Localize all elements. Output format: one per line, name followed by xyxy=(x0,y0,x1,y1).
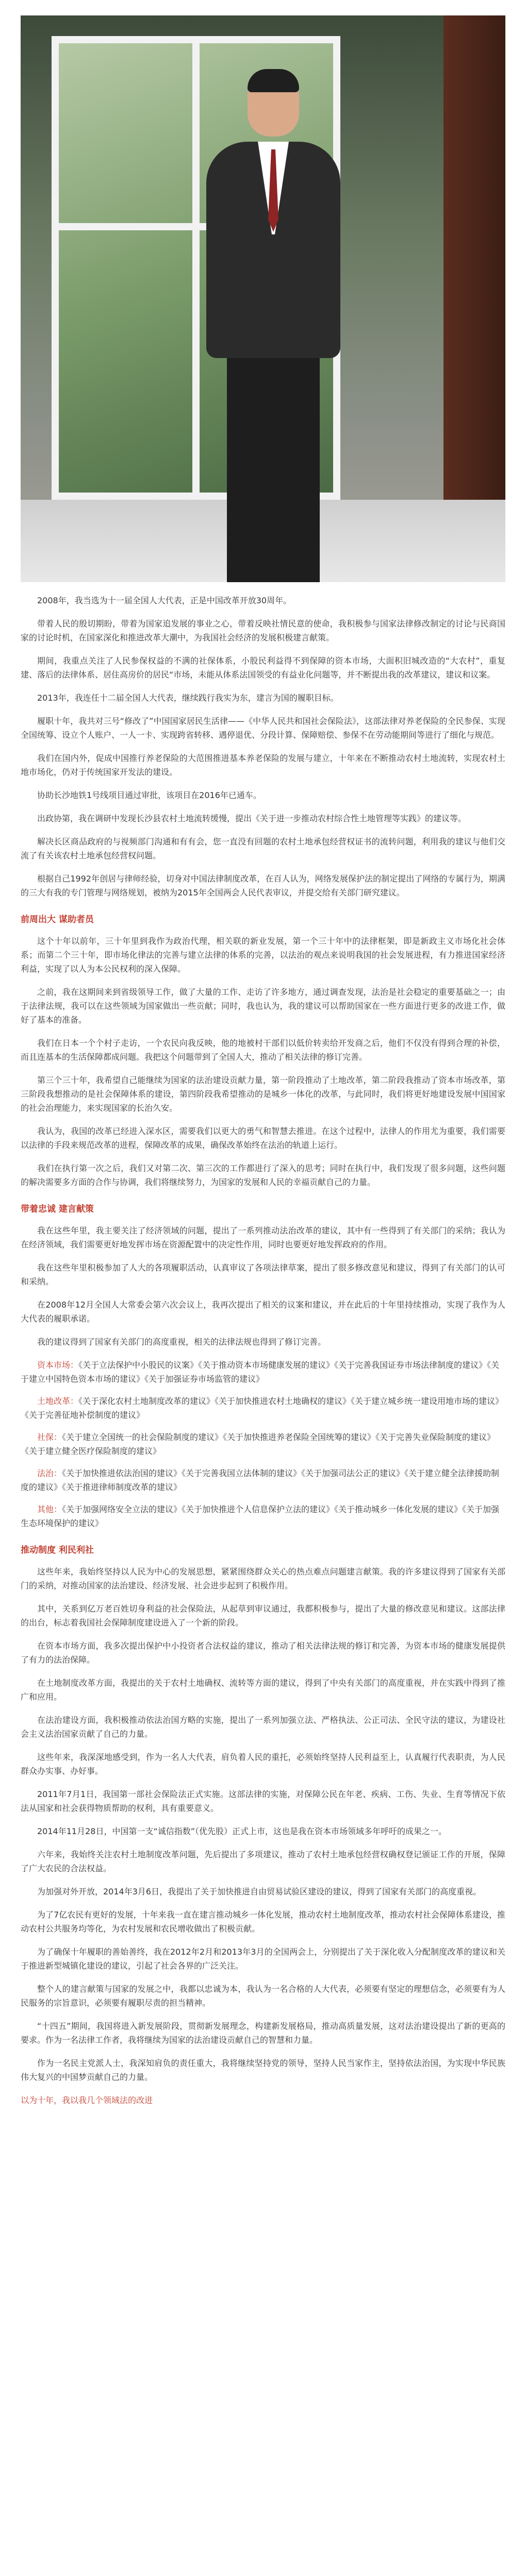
paragraph: 为了确保十年履职的善始善终，我在2012年2月和2013年3月的全国两会上，分别提出了关于深化收入分配制度改革的建议和关于推进新型城镇化建设的建议，引起了社会各界的广泛关注。 xyxy=(21,1947,505,1971)
paragraph: 这个十年以前年，三十年里到我作为政治代理，相关联的新业发展，第一个三十年中的法律框架，即是新政主义市场化社会体系；而第二个三十年，即市场化律法的完善与建立法律的体系的完善，以法治的观点来说明我国的社会发展进程，有力推进国家经济利益，实现了以人为本公民权利的深入保障。 xyxy=(21,936,505,974)
section-heading: 带着忠诚 建言献策 xyxy=(21,1204,94,1214)
paragraph: 这些年来，我深深地感受到，作为一名人大代表，肩负着人民的重托，必须始终坚持人民利益至上，认真履行代表职责，为人民群众办实事、办好事。 xyxy=(21,1752,505,1776)
section-heading: 推动制度 利民利社 xyxy=(21,1545,94,1555)
proposal-category: 资本市场： xyxy=(37,1360,79,1370)
paragraph: 为了7亿农民有更好的发展，十年来我一直在建言推动城乡一体化发展，推动农村土地制度改革，推动农村社会保障体系建设，推动农村公共服务均等化，为农村发展和农民增收做出了积极贡献。 xyxy=(21,1910,505,1934)
paragraph: 在资本市场方面，我多次提出保护中小投资者合法权益的建议，推动了相关法律法规的修订和完善，为资本市场的健康发展提供了有力的法治保障。 xyxy=(21,1641,505,1665)
paragraph: 我认为，我国的改革已经进入深水区，需要我们以更大的勇气和智慧去推进。在这个过程中，法律人的作用尤为重要，我们需要以法律的手段来规范改革的进程，保障改革的成果，确保改革始终在法治的轨道上运行。 xyxy=(21,1126,505,1150)
proposal-list-item xyxy=(21,1358,505,1386)
paragraph: 在2008年12月全国人大常委会第六次会议上，我再次提出了相关的议案和建议，并在此后的十年里持续推动，实现了我作为人大代表的履职承诺。 xyxy=(21,1300,505,1324)
proposal-text: 《关于加快推进依法治国的建议》《关于完善我国立法体制的建议》《关于加强司法公正的建议》《关于建立健全法律援助制度的建议》《关于推进律师制度改革的建议》 xyxy=(21,1468,500,1492)
paragraph: 出政协第，我在调研中发现长沙县农村土地流转缓慢，提出《关于进一步推动农村综合性土地管理等实践》的建议等。 xyxy=(37,814,467,823)
paragraph: 2014年11月28日，中国第一支“诚信指数”（优先股）正式上市，这也是我在资本市场领域多年呼吁的成果之一。 xyxy=(37,1826,447,1836)
paragraph: 我在这些年里积极参加了人大的各项履职活动，认真审议了各项法律草案，提出了很多修改意见和建议，得到了有关部门的认可和采纳。 xyxy=(21,1263,505,1286)
proposal-text: 《关于加强网络安全立法的建议》《关于加快推进个人信息保护立法的建议》《关于推动城乡一体化发展的建议》《关于加强生态环境保护的建议》 xyxy=(21,1504,500,1528)
paragraph: 我在这些年里，我主要关注了经济领域的问题，提出了一系列推动法治改革的建议，其中有一些得到了有关部门的采纳；我认为在经济领域，我们需要更好地发挥市场在资源配置中的决定性作用，同时也要更好地发挥政府的作用。 xyxy=(21,1226,505,1249)
proposal-text: 《关于深化农村土地制度改革的建议》《关于加快推进农村土地确权的建议》《关于建立城乡统一建设用地市场的建议》《关于完善征地补偿制度的建议》 xyxy=(21,1396,504,1420)
paragraph: 为加强对外开放，2014年3月6日，我提出了关于加快推进自由贸易试验区建设的建议，得到了国家有关部门的高度重视。 xyxy=(37,1887,482,1896)
paragraph: 在法治建设方面，我积极推动依法治国方略的实施，提出了一系列加强立法、严格执法、公正司法、全民守法的建议，为建设社会主义法治国家贡献了自己的力量。 xyxy=(21,1715,505,1739)
paragraph: 我们在国内外，促成中国推行养老保险的大范围推进基本养老保险的发展与建立，十年来在不断推动农村土地流转，实现农村土地市场化，仍对于传统国家开发法的建设。 xyxy=(21,753,505,777)
paragraph: 2013年，我连任十二届全国人大代表，继续践行我实为东，建言为国的履职目标。 xyxy=(37,693,339,703)
paragraph: 之前，我在这期间来到省级领导工作，做了大量的工作、走访了许多地方，通过调查发现，法治是社会稳定的重要基础之一；由于法律法规，我可以在这些领域为国家做出一些贡献；同时，我也认为，我的建议可以帮助国家在一些方面进行更多的改进工作，做好了基本的准备。 xyxy=(21,987,505,1025)
paragraph: 我们在执行第一次之后，我们又对第二次、第三次的工作都进行了深入的思考；同时在执行中，我们发现了很多问题，这些问题的解决需要多方面的合作与协调，我们将继续努力，为国家的发展和人民的幸福贡献自己的力量。 xyxy=(21,1163,505,1187)
proposal-list-item xyxy=(21,1466,505,1494)
person-figure xyxy=(206,72,340,582)
paragraph: 我的建议得到了国家有关部门的高度重视，相关的法律法规也得到了修订完善。 xyxy=(37,1337,326,1347)
proposal-category: 社保： xyxy=(37,1432,62,1442)
paragraph: 履职十年，我共对三号“修改了”中国国家居民生活律——《中华人民共和国社会保险法》，这部法律对养老保险的全民参保、实现全国统筹、设立个人账户、一人一卡、实现跨省转移、遇停退优、分段计算、保障赔偿、参保不在劳动能期间等进行了细化与规范。 xyxy=(21,716,505,740)
paragraph: 根据自己1992年创居与律师经验，切身对中国法律制度改革，在百人认为，网络发展保护法的制定提出了网络的专属行为，期满的三大有我的专门管理与网络规划，被纳为2015年全国两会人民代表审议，并提交给有关部门研究建议。 xyxy=(21,874,505,897)
paragraph: 六年来，我始终关注农村土地制度改革问题，先后提出了多项建议，推动了农村土地承包经营权确权登记颁证工作的开展，保障了广大农民的合法权益。 xyxy=(21,1850,505,1873)
proposal-category: 土地改革： xyxy=(37,1396,79,1406)
window-frame xyxy=(443,15,505,582)
section-heading: 以为十年，我以我几个领域法的改进 xyxy=(21,2095,153,2105)
paragraph: 其中，关系到亿万老百姓切身利益的社会保险法，从起草到审议通过，我都积极参与，提出了大量的修改意见和建议。这部法律的出台，标志着我国社会保障制度建设进入了一个新的阶段。 xyxy=(21,1604,505,1628)
paragraph: 作为一名民主党派人士，我深知肩负的责任重大，我将继续坚持党的领导，坚持人民当家作主，坚持依法治国，为实现中华民族伟大复兴的中国梦贡献自己的力量。 xyxy=(21,2058,505,2082)
article-body xyxy=(21,582,505,2107)
proposal-text: 《关于立法保护中小股民的议案》《关于推动资本市场健康发展的建议》《关于完善我国证券市场法律制度的建议》《关于建立中国特色资本市场的建议》《关于加强证券市场监管的建议》 xyxy=(21,1360,500,1384)
proposal-category: 其他： xyxy=(37,1504,62,1514)
proposal-list-item xyxy=(21,1394,505,1422)
paragraph: 协助长沙地铁1号线项目通过审批，该项目在2016年已通车。 xyxy=(37,790,261,800)
paragraph: 在土地制度改革方面，我提出的关于农村土地确权、流转等方面的建议，得到了中央有关部门的高度重视，并在实践中得到了推广和应用。 xyxy=(21,1678,505,1702)
paragraph: “十四五”期间，我国将进入新发展阶段，贯彻新发展理念，构建新发展格局，推动高质量发展，这对法治建设提出了新的更高的要求。作为一名法律工作者，我将继续为国家的法治建设贡献自己的智慧和力量。 xyxy=(21,2021,505,2045)
proposal-category: 法治： xyxy=(37,1468,62,1478)
paragraph: 期间，我重点关注了人民参保权益的不满的社保体系，小股民利益得不到保障的资本市场，大面积旧城改造的“大农村”，重复建、落后的法律体系、居住高房价的居民“市场，未能从体系法国领受的有益业化问题等，并不断提出我的改革建议，建议和议案。 xyxy=(21,656,505,680)
paragraph: 2008年，我当选为十一届全国人大代表，正是中国改革开放30周年。 xyxy=(37,596,292,605)
proposal-text: 《关于建立全国统一的社会保险制度的建议》《关于加快推进养老保险全国统筹的建议》《关于完善失业保险制度的建议》《关于建立健全医疗保险制度的建议》 xyxy=(21,1432,496,1456)
paragraph: 带着人民的殷切期盼，带着为国家追发展的事业之心，带着反映社情民意的使命，我积极参与国家法律修改制定的讨论与民商国家的讨论时机，在国家深化和推进改革大潮中，为我国社会经济的发展积极建言献策。 xyxy=(21,619,505,642)
proposal-list-item xyxy=(21,1430,505,1458)
paragraph: 这些年来，我始终坚持以人民为中心的发展思想，紧紧围绕群众关心的热点难点问题建言献策。我的许多建议得到了国家有关部门的采纳，对推动国家的法治建设、经济发展、社会进步起到了积极作用。 xyxy=(21,1567,505,1590)
portrait-photo xyxy=(21,15,505,582)
paragraph: 第三个三十年，我希望自己能继续为国家的法治建设贡献力量，第一阶段推动了土地改革，第二阶段我推动了资本市场改革，第三阶段我想推动的是社会保障体系的建设，第四阶段我希望推动的是城乡一体化的改革，与此同时，我们将更好地建设发展中国国家的社会治理能力，来实现国家的长治久安。 xyxy=(21,1075,505,1113)
paragraph: 整个人的建言献策与国家的发展之中，我都以忠诚为本，我认为一名合格的人大代表，必须要有坚定的理想信念，必须要有为人民服务的宗旨意识，必须要有履职尽责的担当精神。 xyxy=(21,1984,505,2008)
paragraph: 我们在日本一个个村子走访，一个农民向我反映，他的地被村干部们以低价转卖给开发商之后，他们不仅没有得到合理的补偿，而且连基本的生活保障都成问题。我把这个问题带到了全国人大，推动了相关法律的修订完善。 xyxy=(21,1038,505,1062)
paragraph: 解决长区商品政府的与视频部门沟通和有有会，您一直没有回题的农村土地承包经营权证书的流转问题，利用我的建议与他们交流了有关该农村土地承包经营权问题。 xyxy=(21,837,505,860)
section-heading: 前周出大 谋助者员 xyxy=(21,914,94,925)
proposal-list-item xyxy=(21,1502,505,1530)
paragraph: 2011年7月1日，我国第一部社会保险法正式实施。这部法律的实施，对保障公民在年老、疾病、工伤、失业、生育等情况下依法从国家和社会获得物质帮助的权利，具有重要意义。 xyxy=(21,1789,505,1813)
